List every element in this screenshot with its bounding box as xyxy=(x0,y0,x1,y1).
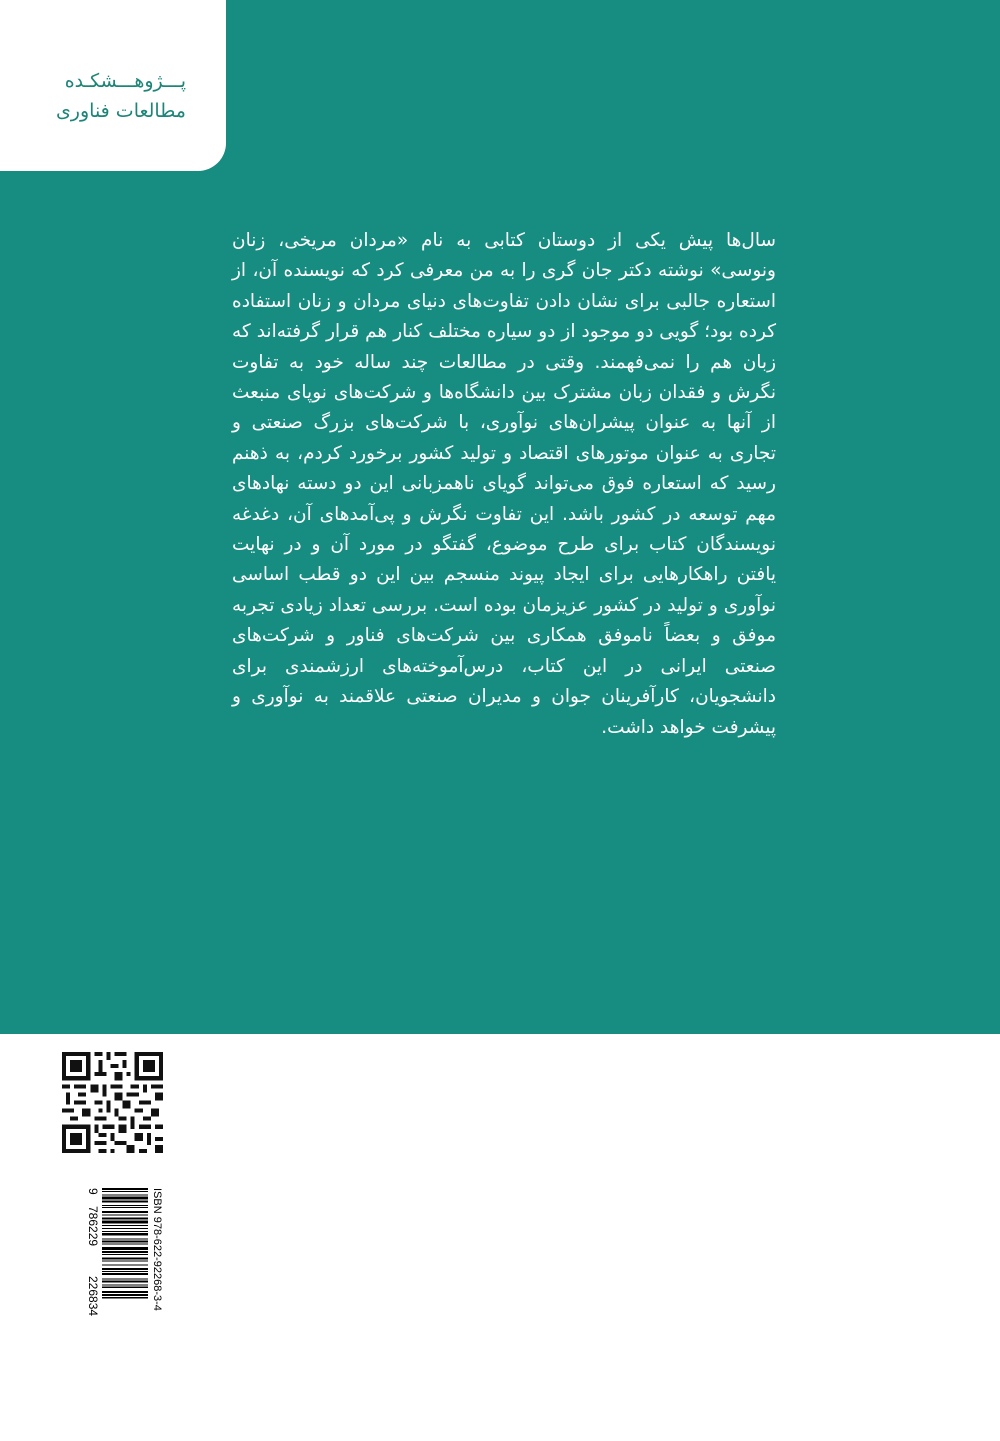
qr-code-icon xyxy=(62,1052,163,1153)
barcode-bar xyxy=(102,1196,148,1199)
barcode-bar xyxy=(102,1280,148,1282)
barcode-bar xyxy=(102,1247,148,1250)
isbn-label: ISBN 978-622-92268-3-4 xyxy=(151,1188,163,1311)
barcode-bar xyxy=(102,1291,148,1293)
back-cover-description: سال‌ها پیش یکی از دوستان کتابی به نام «مردان مریخی، زنان ونوسی» نوشته دکتر جان گری را به من معرفی کرد که نویسنده آن، از استعاره جالبی برای نشان دادن تفاوت‌های دنیای مردان و زنان استفاده کرده بود؛ گویی دو موجود از دو سیاره مختلف کنار هم قرار گرفته‌اند که زبان هم را نمی‌فهمند. وقتی در مطالعات چند ساله خود به تفاوت نگرش و فقدان زبان مشترک بین دانشگاه‌ها و شرکت‌های نوپای منبعث از آنها به عنوان پیشران‌های نوآوری، با شرکت‌های بزرگ صنعتی و تجاری به عنوان موتورهای اقتصاد و تولید کشور برخورد کردم، به ذهنم رسید که استعاره فوق می‌تواند گویای ناهمزبانی این دو دسته نهادهای مهم توسعه در کشور باشد. این تفاوت نگرش و پی‌آمدهای آن، دغدغه نویسندگان کتاب برای طرح موضوع، گفتگو در مورد آن و در نهایت یافتن راهکارهایی برای ایجاد پیوند منسجم بین این دو قطب اساسی نوآوری و تولید در کشور عزیزمان بوده است. بررسی تعداد زیادی تجربه موفق و بعضاً ناموفق همکاری بین شرکت‌های فناور و شرکت‌های صنعتی ایرانی در این کتاب، درس‌آموخته‌های ارزشمندی برای دانشجویان، کارآفرینان جوان و مدیران صنعتی علاقمند به نوآوری و پیشرفت خواهد داشت. xyxy=(232,230,776,738)
barcode-bar xyxy=(102,1188,148,1190)
barcode-bar xyxy=(102,1244,148,1245)
barcode-bar xyxy=(102,1241,148,1243)
barcode-bar xyxy=(102,1207,148,1208)
barcode-bar xyxy=(102,1217,148,1219)
barcode-bar xyxy=(102,1228,148,1229)
barcode-bar xyxy=(102,1205,148,1206)
barcode-bar xyxy=(102,1273,148,1275)
barcode-bar xyxy=(102,1238,148,1239)
barcode-bar xyxy=(102,1251,148,1253)
barcode-bar xyxy=(102,1191,148,1192)
barcode-bar xyxy=(102,1271,148,1272)
barcode-bar xyxy=(102,1194,148,1195)
barcode-bar xyxy=(102,1254,148,1255)
publisher-logo-box xyxy=(0,0,226,171)
barcode-bar xyxy=(102,1214,148,1215)
barcode-bar xyxy=(102,1225,148,1226)
barcode-bar xyxy=(102,1211,148,1213)
barcode-bar xyxy=(102,1265,148,1266)
barcode-bar xyxy=(102,1201,148,1203)
barcode-bar xyxy=(102,1231,148,1232)
barcode-bar xyxy=(102,1294,148,1296)
publisher-name-line2: مطالعات فناوری xyxy=(55,100,186,122)
barcode-digits-group1: 786229 xyxy=(86,1206,100,1247)
barcode-bar xyxy=(102,1297,148,1298)
barcode-bar xyxy=(102,1260,148,1261)
barcode-bar xyxy=(102,1285,148,1286)
barcode-bar xyxy=(102,1233,148,1235)
barcode-digits-group2: 226834 xyxy=(86,1276,100,1317)
publisher-name-line1: پـــژوهـــشکـده xyxy=(64,70,186,92)
barcode-bar xyxy=(102,1287,148,1288)
barcode-bar xyxy=(102,1278,148,1279)
barcode-bar xyxy=(102,1257,148,1259)
barcode-bar xyxy=(102,1268,148,1270)
barcode-digit-first: 9 xyxy=(86,1188,100,1195)
barcode-bar xyxy=(102,1221,148,1224)
